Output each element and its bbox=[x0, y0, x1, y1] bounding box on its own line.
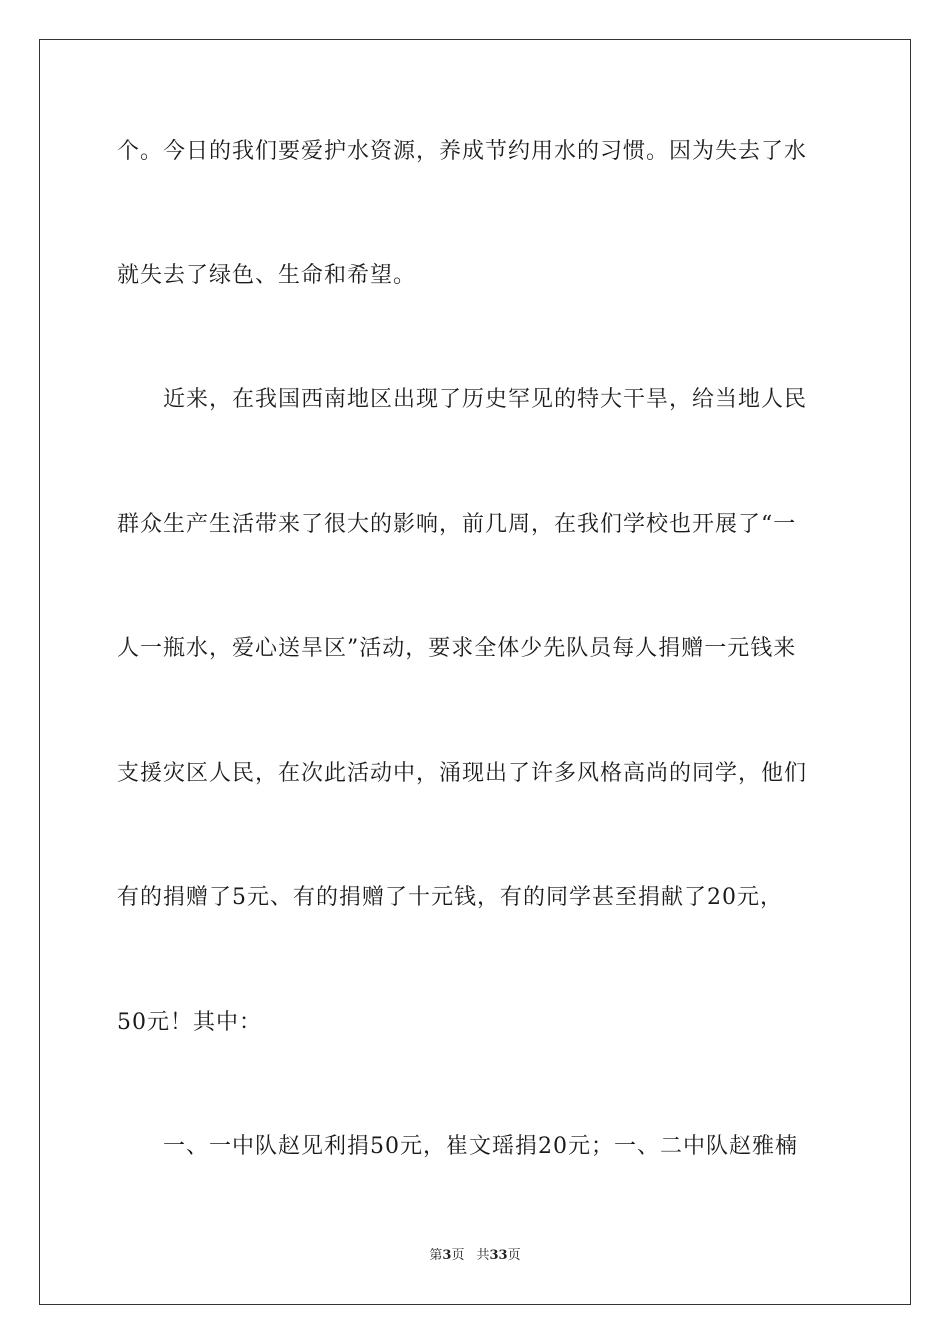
page-border bbox=[39, 39, 911, 1305]
body-line-1: 个。今日的我们要爱护水资源，养成节约用水的习惯。因为失去了水 bbox=[117, 139, 808, 164]
paragraph-2-line-2: 群众生产生活带来了很大的影响，前几周，在我们学校也开展了“一 bbox=[117, 512, 797, 537]
paragraph-3-line-1: 一、一中队赵见利捐50元，崔文瑶捐20元；一、二中队赵雅楠 bbox=[163, 1134, 798, 1159]
footer-page-current: 3 bbox=[442, 1248, 452, 1263]
paragraph-2-line-4: 支援灾区人民，在次此活动中，涌现出了许多风格高尚的同学，他们 bbox=[117, 761, 808, 786]
paragraph-2-line-6: 50元！其中： bbox=[117, 1010, 262, 1035]
footer-total-suffix: 页 bbox=[507, 1248, 521, 1263]
footer-page-total: 33 bbox=[489, 1248, 508, 1263]
footer-page-suffix: 页 bbox=[451, 1248, 465, 1263]
body-line-2: 就失去了绿色、生命和希望。 bbox=[117, 263, 417, 288]
paragraph-2-line-1: 近来，在我国西南地区出现了历史罕见的特大干旱，给当地人民 bbox=[163, 387, 808, 412]
paragraph-2-line-5: 有的捐赠了5元、有的捐赠了十元钱，有的同学甚至捐献了20元， bbox=[117, 885, 783, 910]
paragraph-2-line-3: 人一瓶水，爱心送旱区”活动，要求全体少先队员每人捐赠一元钱来 bbox=[117, 636, 797, 661]
footer-total-prefix: 共 bbox=[476, 1248, 490, 1263]
page-footer bbox=[0, 1247, 950, 1265]
footer-page-prefix: 第 bbox=[429, 1248, 443, 1263]
